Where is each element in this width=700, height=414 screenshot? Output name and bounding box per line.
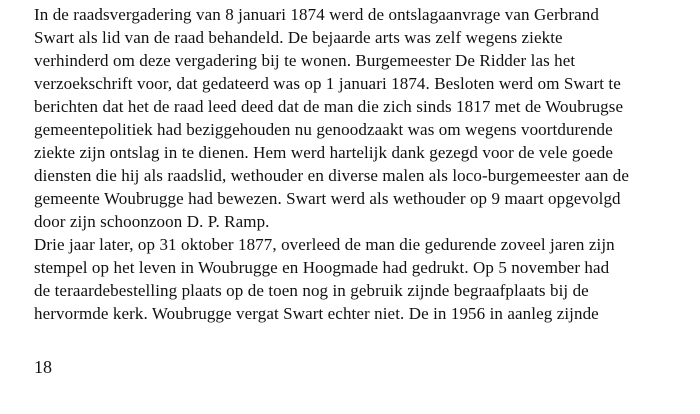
paragraph-2-line-4: hervormde kerk. Woubrugge vergat Swart echter niet. De in 1956 in aanleg zijnde <box>34 304 599 323</box>
paragraph-2-line-2: stempel op het leven in Woubrugge en Hoogmade had gedrukt. Op 5 november had <box>34 258 610 277</box>
page-number: 18 <box>34 357 52 377</box>
paragraph-1-line-3: verhinderd om deze vergadering bij te wonen. Burgemeester De Ridder las het <box>34 51 576 70</box>
paragraph-1-line-6: gemeentepolitiek had beziggehouden nu genoodzaakt was om wegens voortdurende <box>34 120 613 139</box>
paragraph-1-line-9: gemeente Woubrugge had bewezen. Swart werd als wethouder op 9 maart opgevolgd <box>34 189 621 208</box>
paragraph-1-line-5: berichten dat het de raad leed deed dat de man die zich sinds 1817 met de Woubrugse <box>34 97 624 116</box>
paragraph-2-line-3: de teraardebestelling plaats op de toen nog in gebruik zijnde begraafplaats bij de <box>34 281 589 300</box>
paragraph-2-line-1: Drie jaar later, op 31 oktober 1877, overleed de man die gedurende zoveel jaren zijn <box>34 235 615 254</box>
paragraph-1-line-8: diensten die hij als raadslid, wethouder en diverse malen als loco-burgemeester aan de <box>34 166 630 185</box>
paragraph-1-line-7: ziekte zijn ontslag in te dienen. Hem werd hartelijk dank gezegd voor de vele goede <box>34 143 614 162</box>
paragraph-1-line-1: In de raadsvergadering van 8 januari 1874 werd de ontslagaanvrage van Gerbrand <box>34 5 599 24</box>
paragraph-1-line-2: Swart als lid van de raad behandeld. De bejaarde arts was zelf wegens ziekte <box>34 28 563 47</box>
paragraph-1-line-4: verzoekschrift voor, dat gedateerd was op 1 januari 1874. Besloten werd om Swart te <box>34 74 621 93</box>
paragraph-1-line-10: door zijn schoonzoon D. P. Ramp. <box>34 212 270 231</box>
